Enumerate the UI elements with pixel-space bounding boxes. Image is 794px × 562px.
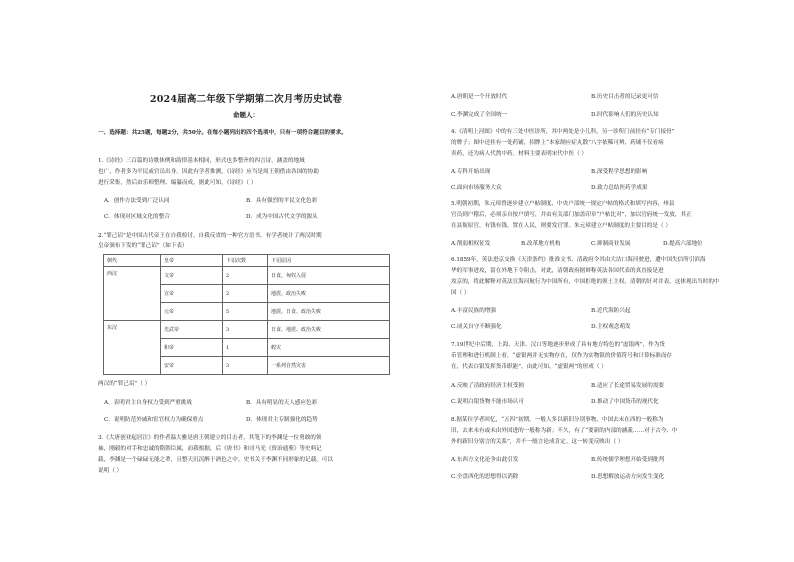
table-cell: 日食，匈奴入侵: [268, 267, 390, 285]
q7-option-d[interactable]: D.推动了中国货币的现代化: [591, 399, 659, 405]
q6-option-b[interactable]: B.近代海防兴起: [591, 308, 631, 314]
q3-option-b[interactable]: B.历史目击者的记录更可信: [591, 94, 659, 100]
q1-option-a[interactable]: A．创作方法受到广泛认同: [104, 198, 170, 204]
q8-option-c[interactable]: C.全盘西化的思想得以消除: [451, 474, 519, 480]
q6-line-4: 国（ ）: [451, 290, 470, 296]
q4-line-1: 4.《清明上河图》中的有三处中医诊所，其中两处是小儿科，另一诊所门前挂有“专门接骨”: [451, 129, 675, 135]
q6-option-d[interactable]: D.主权观念萌发: [591, 324, 631, 330]
q7-line-1: 7.19世纪中后期，上海、天津、汉口等地逐步形成了具有地方特色的“虚银两”，作为货: [451, 342, 665, 348]
q3-option-a[interactable]: A.唐朝是一个开放时代: [451, 94, 508, 100]
q6-line-3: 攻京的，将此解释对英法宣海河航行为中国所有，中国拒绝的领土主权。清朝的针对并表，这体现出当时的中: [451, 279, 720, 285]
section-instructions: 一、选择题：共25题，每题2分，共50分。在每小题列出的四个选项中，只有一项符合题目的要求。: [98, 130, 347, 136]
q6-option-c[interactable]: C.闭关自守不断强化: [451, 324, 502, 330]
q3-line-4: 说明（ ）: [98, 468, 123, 474]
table-row: [104, 321, 390, 339]
q8-line-3: 外的新旧分别言的关系”，并不一般言论成肯定。这一转变反映出（ ）: [451, 439, 624, 445]
q5-option-c[interactable]: C.抑制商业发展: [591, 241, 631, 247]
table-cell: 地震、政治失败: [268, 285, 390, 303]
table-cell: 2: [223, 285, 268, 303]
q2-option-d[interactable]: D．体现君主专制强化的趋势: [246, 417, 318, 423]
q6-line-1: 6.1859年，英法进京交换《天津条约》批准文书，清政府令其由大沽口海河驶进，遭中国失信所引滨海: [451, 257, 706, 263]
table-cell: 3: [223, 321, 268, 339]
q1-option-d[interactable]: D．成为中国古代文学的源头: [246, 214, 318, 220]
q8-option-a[interactable]: A.东西方文化论争由此引发: [451, 457, 519, 463]
q7-line-2: 币管理和进行机制上看，“虚银两并无实物存在，仅作为实物银的价值符号和计算标准而存: [451, 353, 673, 359]
q5-option-a[interactable]: A.削弱相权征发: [451, 241, 491, 247]
q4-line-3: 卖药，还为病人代熬中药。材料主要表明宋代中医（ ）: [451, 151, 588, 157]
q7-option-b[interactable]: B.适应了长途贸易发展的需要: [591, 383, 665, 389]
q7-option-a[interactable]: A.反映了清政府经济主权受损: [451, 383, 524, 389]
table-header-cell: 朝代: [104, 255, 161, 267]
q2-stem: 两汉的“罪己诏”（ ）: [98, 381, 151, 387]
right-column: [451, 0, 751, 562]
table-header-cell: 下诏原因: [268, 255, 390, 267]
q2-line-2: 皇帝颁布下发的“罪己诏”（如下表）: [98, 243, 188, 249]
q1-line-2: 也广，作者多为平民或官员出身。因此有学者推测，《诗经》应当是周王朝借由各国的协助: [98, 169, 319, 175]
exam-title: 2024届高二年级下学期第二次月考历史试卷: [149, 94, 343, 105]
q1-option-b[interactable]: B．具有强烈的平民文化色彩: [246, 198, 318, 204]
table-cell: 3: [223, 357, 268, 375]
q8-line-2: 旧，去来未有或未由外国进的一般称为新；不久，有了“要新的内部的涵義……对于古今、中: [451, 428, 678, 434]
q6-option-a[interactable]: A.丰富民族的增强: [451, 308, 496, 314]
q2-option-b[interactable]: B．具有明显的天人感应色彩: [246, 400, 318, 406]
q1-line-1: 1.《诗经》三百篇的诗歌体例和韵律基本相同，形式也多整齐的四言诗，涵盖的地域: [98, 158, 305, 164]
q3-option-c[interactable]: C.李渊完成了全国统一: [451, 112, 508, 118]
q4-option-c[interactable]: C.面向市场服务大众: [451, 185, 502, 191]
q5-option-b[interactable]: B.改革地方机构: [521, 241, 561, 247]
table-row: [104, 267, 390, 285]
q2-option-a[interactable]: A．表明君主自身权力受到严重挑战: [104, 400, 192, 406]
q4-option-d[interactable]: D.致力总结医药学成果: [591, 185, 648, 191]
q3-line-1: 3.《大唐创业起居注》的作者温大雅是唐王朝建立的目击者，其笔下的李渊是一位勇敢的领: [98, 435, 322, 441]
q2-option-c[interactable]: C．说明防范外戚和宦官权力为确保重点: [104, 417, 204, 423]
q8-option-d[interactable]: D.思想解放运动方向发生变化: [591, 474, 665, 480]
q7-line-3: 在，代表白银发挥货币职能”。由此可知，“虚银两”的形成（ ）: [451, 364, 607, 370]
edict-table: [103, 254, 390, 375]
table-cell: 东汉: [104, 321, 161, 375]
q6-line-2: 华的军事进攻，留在外地下令阻击，对此，清朝政府据辩称英法各国代表的真直接是进: [451, 268, 664, 274]
table-cell: 光武帝: [161, 321, 223, 339]
table-cell: 文帝: [161, 267, 223, 285]
table-cell: 宣帝: [161, 285, 223, 303]
q3-option-d[interactable]: D.时代影响人们的历史认知: [591, 112, 659, 118]
q8-option-b[interactable]: B.传统儒学理想开始受到批判: [591, 457, 665, 463]
left-column: [98, 0, 394, 562]
table-cell: 2: [223, 267, 268, 285]
table-header-cell: 下诏次数: [223, 255, 268, 267]
q2-line-1: 2.“罪己诏”是中国古代帝王在自我检讨、自我反省的一种官方语书。有学者统计了两汉时期: [98, 233, 322, 239]
q1-line-3: 进行采集，然后由乐师整理、编纂而成。据此可知，《诗经》（ ）: [98, 180, 257, 186]
q1-option-c[interactable]: C．体现对区域文化的整合: [104, 214, 170, 220]
table-cell: 5: [223, 303, 268, 321]
table-cell: 和帝: [161, 339, 223, 357]
q4-line-2: 的牌子；图中还挂有一处药铺，招牌上“本家制应症丸散”八字依稀可辨，药铺不仅看病: [451, 140, 664, 146]
q4-option-a[interactable]: A.专科开始出现: [451, 169, 491, 175]
q5-line-2: 官员到户稽后，必须亲自按户填写，并由有关部门加盖印章“户帖比对”，加以官府统一发放，其正: [451, 212, 692, 218]
table-cell: 一系列自然灾害: [268, 357, 390, 375]
q5-line-3: 在县衙原官，有钱有钱，置在人民，则要发官罪。朱元璋建立户帖制度的主要目的是（ ）: [451, 223, 671, 229]
table-cell: 地震、日食、政治失败: [268, 303, 390, 321]
q5-option-d[interactable]: D.提高六部地位: [663, 241, 703, 247]
table-cell: 元帝: [161, 303, 223, 321]
table-cell: 蝗灾: [268, 339, 390, 357]
table-header-cell: 皇帝: [161, 255, 223, 267]
table-cell: 1: [223, 339, 268, 357]
q3-line-2: 袖，刚毅的对手和忠诚的隋朝臣属，而我根据，后《唐书》和司马光《资治通鉴》等史料记: [98, 446, 322, 452]
table-cell: 日食、地震、政治失败: [268, 321, 390, 339]
table-cell: 西汉: [104, 267, 161, 321]
q7-option-c[interactable]: C.说明白银货物不能市场认可: [451, 399, 524, 405]
table-header-row: [104, 255, 390, 267]
q4-option-b[interactable]: B.深受程学思想的影响: [591, 169, 648, 175]
q8-line-1: 8.据某位学者回忆，“五四”初期，一般人多以新旧分别事物，中国去末在西的一般称为: [451, 417, 664, 423]
table-cell: 安帝: [161, 357, 223, 375]
q5-line-1: 5.明朝初期，朱元璋曾逐步建立户帖制度，中央户部统一规定户帖的格式和填写内容，州县: [451, 201, 675, 207]
setter-line: 命题人：: [233, 111, 259, 119]
q3-line-3: 载，李渊是一个碌碌无能之辈，且整天沉沉醉于酒色之中。史书关于李渊不同形象的记载，可以: [98, 457, 333, 463]
